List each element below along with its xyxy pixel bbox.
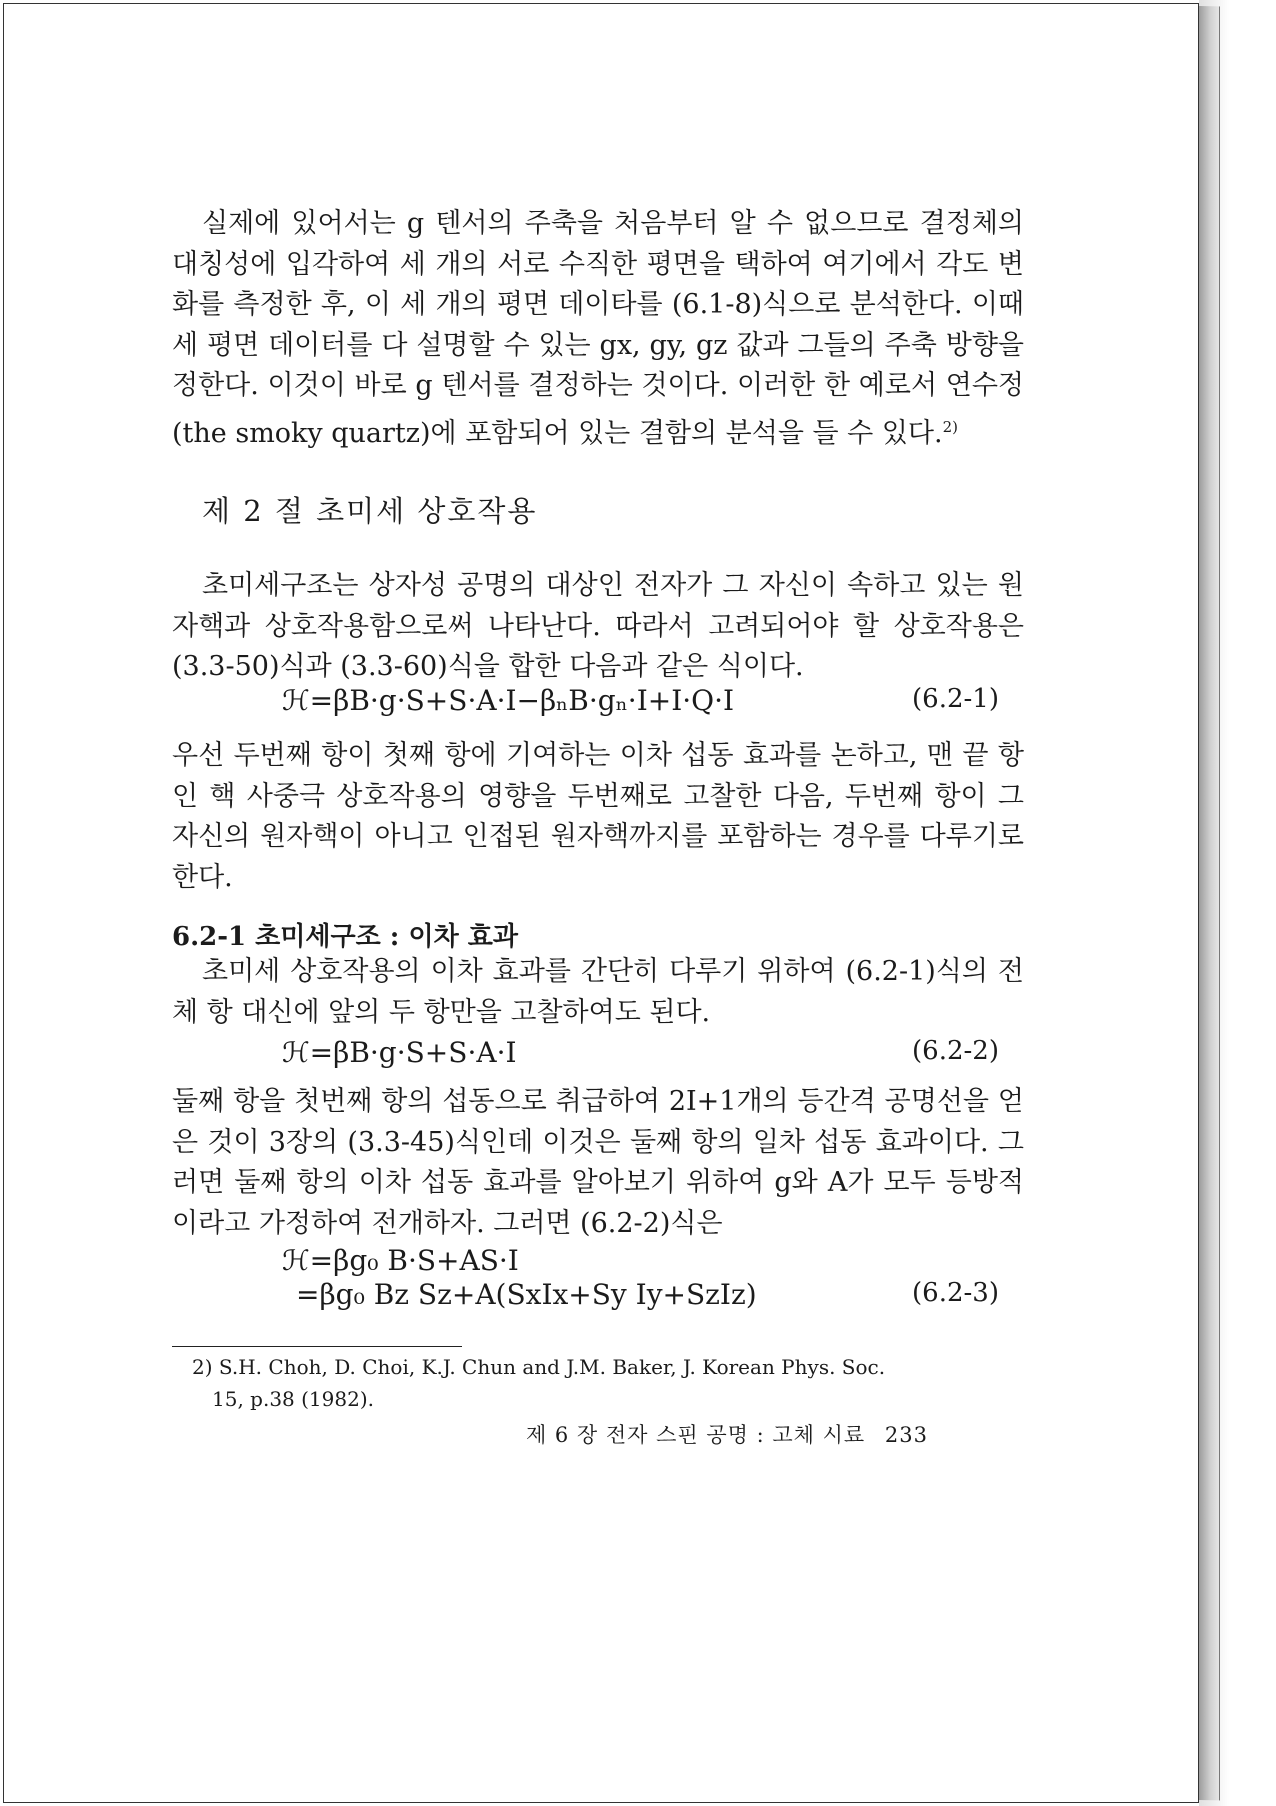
paragraph-hyperfine-intro <box>172 566 1024 688</box>
paragraph-4-text: 초미세 상호작용의 이차 효과를 간단히 다루기 위하여 (6.2-1)식의 전체 항 대신에 앞의 두 항만을 고찰하여도 된다. <box>172 956 1024 1028</box>
section-heading: 제 2 절 초미세 상호작용 <box>202 494 538 528</box>
paragraph-1-text: 실제에 있어서는 g 텐서의 주축을 처음부터 알 수 없으므로 결정체의 대칭성에 입각하여 세 개의 서로 수직한 평면을 택하여 여기에서 각도 변화를 측정한 후, 이 세 개의 평면 데이타를 (6.1-8)식으로 분석한다. 이때 세 평면 데이터를 다 설명할 수 있는 gx, gy, gz 값과 그들의 주축 방향을 정한다. 이것이 바로 g 텐서를 결정하는 것이다. 이러한 한 예로서 연수정(the smoky quartz)에 포함되어 있는 결함의 분석을 들 수 있다. <box>172 208 1024 449</box>
equation-6-2-1-body: ℋ=βB·g·S+S·A·I−βₙB·gₙ·I+I·Q·I <box>282 684 735 717</box>
equation-6-2-2-number: (6.2-2) <box>912 1036 999 1066</box>
equation-6-2-3-body-2: =βg₀ Bz Sz+A(SxIx+Sy Iy+SzIz) <box>296 1278 757 1311</box>
footnote-line-2: 15, p.38 (1982). <box>212 1387 374 1411</box>
equation-6-2-1 <box>172 684 1024 724</box>
footnote-2 <box>192 1351 1022 1415</box>
running-head: 제 6 장 전자 스핀 공명 : 고체 시료 <box>525 1423 866 1447</box>
footnote-line-1: 2) S.H. Choh, D. Choi, K.J. Chun and J.M. Baker, J. Korean Phys. Soc. <box>192 1355 886 1379</box>
paragraph-perturbation <box>172 736 1024 898</box>
page-footer <box>526 1419 928 1449</box>
paragraph-isotropic <box>172 1082 1024 1244</box>
paragraph-3-text: 우선 두번째 항이 첫째 항에 기여하는 이차 섭동 효과를 논하고, 맨 끝 항인 핵 사중극 상호작용의 영향을 두번째로 고찰한 다음, 두번째 항이 그 자신의 원자핵이 아니고 인접된 원자핵까지를 포함하는 경우를 다루기로 한다. <box>172 740 1024 893</box>
paragraph-5-text: 둘째 항을 첫번째 항의 섭동으로 취급하여 2I+1개의 등간격 공명선을 얻은 것이 3장의 (3.3-45)식인데 이것은 둘째 항의 일차 섭동 효과이다. 그러면 둘째 항의 이차 섭동 효과를 알아보기 위하여 g와 A가 모두 등방적이라고 가정하여 전개하자. 그러면 (6.2-2)식은 <box>172 1086 1024 1239</box>
page-stack-edge <box>1199 6 1220 1800</box>
equation-6-2-1-number: (6.2-1) <box>912 684 999 714</box>
document-page <box>3 3 1199 1803</box>
equation-6-2-3-line2 <box>172 1278 1024 1318</box>
paragraph-g-tensor <box>172 204 1024 454</box>
subsection-heading: 6.2-1 초미세구조 : 이차 효과 <box>172 922 518 952</box>
equation-6-2-3-number: (6.2-3) <box>912 1278 999 1308</box>
footnote-divider <box>172 1346 462 1347</box>
footnote-ref-2[interactable]: 2) <box>942 417 958 436</box>
paragraph-second-order <box>172 952 1024 1033</box>
equation-6-2-3-body-1: ℋ=βg₀ B·S+AS·I <box>282 1244 519 1277</box>
paragraph-2-text: 초미세구조는 상자성 공명의 대상인 전자가 그 자신이 속하고 있는 원자핵과 상호작용함으로써 나타난다. 따라서 고려되어야 할 상호작용은 (3.3-50)식과 (3.3-60)식을 합한 다음과 같은 식이다. <box>172 570 1024 682</box>
equation-6-2-2-body: ℋ=βB·g·S+S·A·I <box>282 1036 517 1069</box>
equation-6-2-2 <box>172 1036 1024 1076</box>
page-number: 233 <box>884 1423 928 1447</box>
